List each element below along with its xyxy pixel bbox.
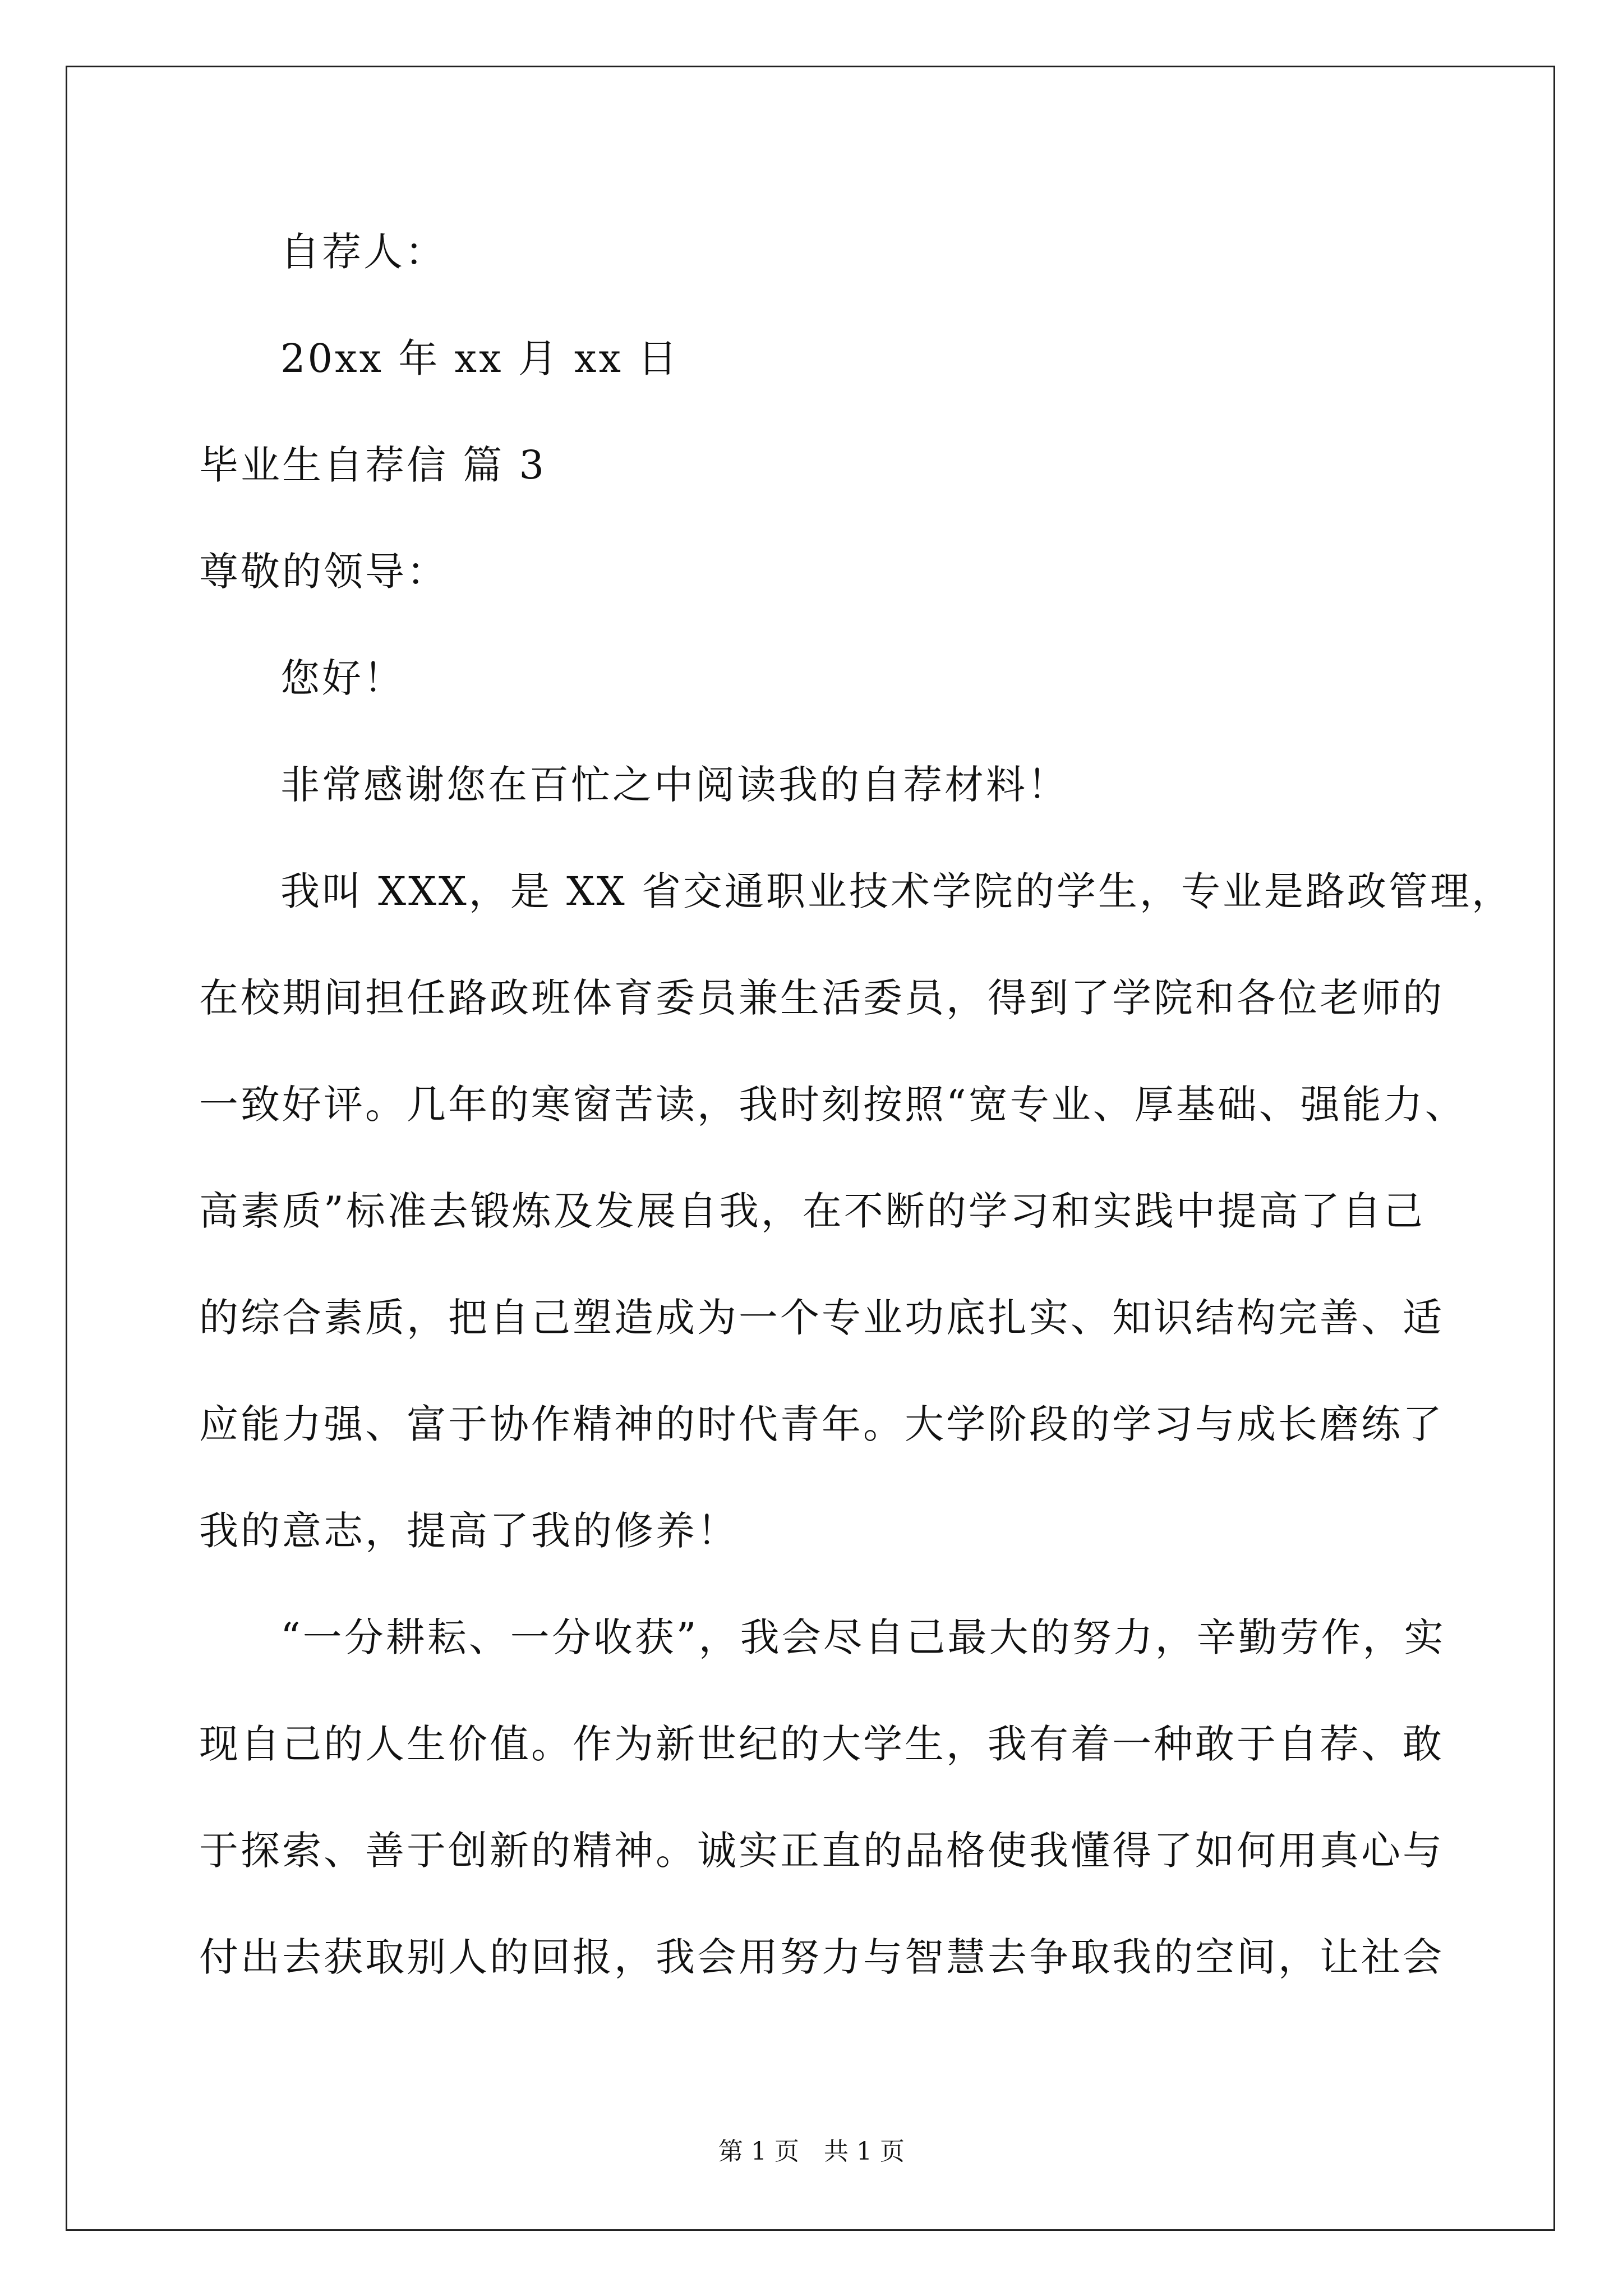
body-line-4: 高素质”标准去锻炼及发展自我，在不断的学习和实践中提高了自己 <box>199 1188 1425 1234</box>
thanks-paragraph: 非常感谢您在百忙之中阅读我的自荐材料！ <box>280 762 1069 808</box>
body-line-10: 于探索、善于创新的精神。诚实正直的品格使我懂得了如何用真心与 <box>199 1828 1444 1874</box>
body-line-5: 的综合素质，把自己塑造成为一个专业功底扎实、知识结构完善、适 <box>199 1295 1444 1341</box>
page-footer: 第 1 页 共 1 页 <box>718 2137 905 2166</box>
section-heading: 毕业生自荐信 篇 3 <box>199 442 547 488</box>
body-line-9: 现自己的人生价值。作为新世纪的大学生，我有着一种敢于自荐、敢 <box>199 1721 1444 1767</box>
greeting: 您好！ <box>280 655 405 701</box>
signature-label: 自荐人： <box>280 229 446 275</box>
salutation: 尊敬的领导： <box>199 549 448 595</box>
body-line-8: “一分耕耘、一分收获”，我会尽自己最大的努力，辛勤劳作，实 <box>280 1614 1446 1660</box>
body-line-2: 在校期间担任路政班体育委员兼生活委员，得到了学院和各位老师的 <box>199 975 1444 1021</box>
page-border <box>66 66 1555 2231</box>
body-line-11: 付出去获取别人的回报，我会用努力与智慧去争取我的空间，让社会 <box>199 1934 1444 1980</box>
body-line-1: 我叫 XXX，是 XX 省交通职业技术学院的学生，专业是路政管理， <box>280 868 1513 914</box>
body-line-3: 一致好评。几年的寒窗苦读，我时刻按照“宽专业、厚基础、强能力、 <box>199 1082 1467 1128</box>
date-line: 20xx 年 xx 月 xx 日 <box>280 335 680 381</box>
body-line-6: 应能力强、富于协作精神的时代青年。大学阶段的学习与成长磨练了 <box>199 1401 1444 1447</box>
body-line-7: 我的意志，提高了我的修养！ <box>199 1508 739 1554</box>
